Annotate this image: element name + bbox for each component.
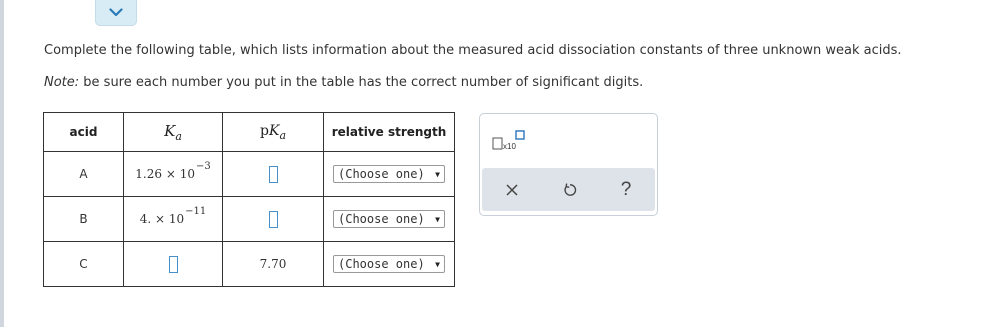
pka-subscript: a bbox=[279, 128, 286, 142]
scientific-notation-icon bbox=[492, 130, 528, 152]
strength-select[interactable] bbox=[333, 255, 445, 273]
times-sign: × bbox=[165, 167, 176, 181]
pka-cell bbox=[223, 152, 324, 197]
pka-value bbox=[223, 242, 324, 287]
pka-symbol: K bbox=[268, 122, 280, 139]
note-text: be sure each number you put in the table has the correct number of significant digits. bbox=[79, 75, 644, 90]
x10-label: x10 bbox=[503, 142, 516, 151]
clear-button[interactable] bbox=[500, 178, 524, 202]
ka-mantissa: 1.26 bbox=[135, 167, 162, 181]
table-header-row bbox=[44, 113, 455, 152]
header-pka bbox=[223, 113, 324, 152]
ka-exponent: −11 bbox=[185, 206, 207, 217]
select-label: (Choose one) bbox=[338, 167, 425, 181]
action-toolbar bbox=[482, 168, 655, 211]
question-note bbox=[44, 75, 643, 90]
undo-icon bbox=[562, 182, 578, 198]
strength-cell bbox=[324, 242, 455, 287]
acid-label: A bbox=[44, 152, 124, 197]
strength-select[interactable] bbox=[333, 210, 445, 228]
pka-cell bbox=[223, 197, 324, 242]
chevron-down-icon bbox=[109, 8, 123, 17]
close-icon bbox=[505, 183, 519, 197]
ka-exponent: −3 bbox=[195, 161, 211, 172]
header-strength: relative strength bbox=[324, 113, 455, 152]
ka-base: 10 bbox=[179, 167, 195, 181]
answer-tools-panel bbox=[479, 113, 658, 216]
dropdown-arrow-icon: ▼ bbox=[435, 214, 440, 224]
header-ka bbox=[124, 113, 223, 152]
acid-table bbox=[43, 112, 455, 287]
times-sign: × bbox=[155, 212, 166, 226]
strength-cell bbox=[324, 197, 455, 242]
dropdown-arrow-icon: ▼ bbox=[435, 169, 440, 179]
pka-prefix: p bbox=[260, 122, 269, 139]
ka-input[interactable] bbox=[169, 256, 178, 273]
ka-symbol: K bbox=[164, 121, 176, 140]
pka-input[interactable] bbox=[269, 166, 278, 183]
help-button[interactable] bbox=[614, 178, 638, 202]
strength-cell bbox=[324, 152, 455, 197]
ka-value bbox=[124, 152, 223, 197]
ka-mantissa: 4. bbox=[139, 212, 152, 226]
ka-base: 10 bbox=[168, 212, 185, 226]
acid-label: B bbox=[44, 197, 124, 242]
table-row bbox=[44, 197, 455, 242]
pka-text: 7.70 bbox=[259, 257, 287, 271]
note-label: Note: bbox=[44, 75, 80, 90]
ka-cell bbox=[124, 242, 223, 287]
header-acid: acid bbox=[44, 113, 124, 152]
table-row bbox=[44, 152, 455, 197]
collapse-button[interactable] bbox=[95, 0, 137, 26]
ka-subscript: a bbox=[175, 129, 182, 143]
select-label: (Choose one) bbox=[338, 212, 425, 226]
x10-button[interactable] bbox=[492, 130, 528, 152]
undo-button[interactable] bbox=[558, 178, 582, 202]
table-row bbox=[44, 242, 455, 287]
dropdown-arrow-icon: ▼ bbox=[435, 259, 440, 269]
pka-input[interactable] bbox=[269, 211, 278, 228]
question-prompt: Complete the following table, which lists information about the measured acid dissociation constants of three unknown weak acids. bbox=[44, 43, 902, 58]
select-label: (Choose one) bbox=[338, 257, 425, 271]
acid-label: C bbox=[44, 242, 124, 287]
ka-value bbox=[124, 197, 223, 242]
left-border bbox=[0, 0, 4, 327]
strength-select[interactable] bbox=[333, 165, 445, 183]
help-label: ? bbox=[620, 179, 632, 200]
